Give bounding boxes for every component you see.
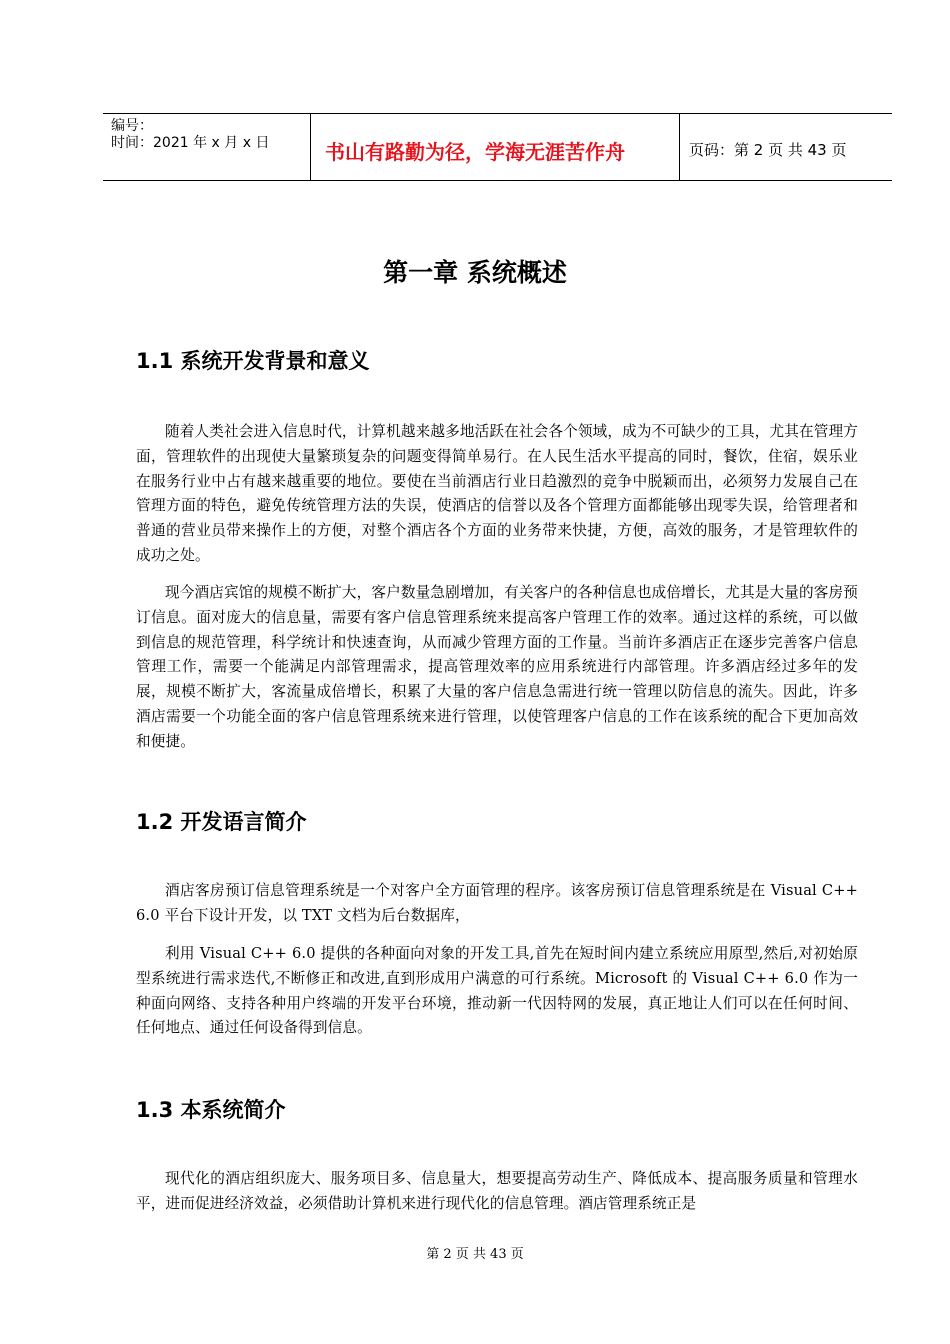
page-footer: 第 2 页 共 43 页 (426, 1247, 524, 1262)
section-heading-1-1: 1.1 系统开发背景和意义 (136, 349, 370, 373)
header-page-info: 页码：第 2 页 共 43 页 (689, 141, 847, 159)
header-motto: 书山有路勤为径，学海无涯苦作舟 (310, 114, 680, 180)
paragraph: 酒店客房预订信息管理系统是一个对客户全方面管理的程序。该客房预订信息管理系统是在 Visual C++ 6.0 平台下设计开发，以 TXT 文档为后台数据库， (136, 882, 858, 924)
header-meta (111, 118, 269, 152)
document-time-label: 时间：2021 年 x 月 x 日 (111, 135, 270, 151)
paragraph: 利用 Visual C++ 6.0 提供的各种面向对象的开发工具,首先在短时间内建立系统应用原型,然后,对初始原型系统进行需求迭代,不断修正和改进,直到形成用户满意的可行系统。Microsoft 的 Visual C++ 6.0 作为一种面向网络、支持各种用户终端的开发平台环境，推动新一代因特网的发展，真正地让人们可以在任何时间、任何地点、通过任何设备得到信息。 (136, 945, 858, 1037)
document-number-label: 编号： (111, 118, 153, 134)
paragraph: 随着人类社会进入信息时代，计算机越来越多地活跃在社会各个领域，成为不可缺少的工具，尤其在管理方面，管理软件的出现使大量繁琐复杂的问题变得简单易行。在人民生活水平提高的同时，餐饮，住宿，娱乐业在服务行业中占有越来越重要的地位。要使在当前酒店行业日趋激烈的竞争中脱颖而出，必须努力发展自己在管理方面的特色，避免传统管理方法的失误，使酒店的信誉以及各个管理方面都能够出现零失误，给管理者和普通的营业员带来操作上的方便，对整个酒店各个方面的业务带来快捷，方便，高效的服务，才是管理软件的成功之处。 (136, 423, 858, 564)
paragraph: 现代化的酒店组织庞大、服务项目多、信息量大，想要提高劳动生产、降低成本、提高服务质量和管理水平，进而促进经济效益，必须借助计算机来进行现代化的信息管理。酒店管理系统正是 (136, 1170, 858, 1212)
section-heading-1-3: 1.3 本系统简介 (136, 1098, 286, 1122)
page-header (103, 113, 892, 181)
section-heading-1-2: 1.2 开发语言简介 (136, 810, 307, 834)
paragraph: 现今酒店宾馆的规模不断扩大，客户数量急剧增加，有关客户的各种信息也成倍增长，尤其是大量的客房预订信息。面对庞大的信息量，需要有客户信息管理系统来提高客户管理工作的效率。通过这样的系统，可以做到信息的规范管理，科学统计和快速查询，从而减少管理方面的工作量。当前许多酒店正在逐步完善客户信息管理工作，需要一个能满足内部管理需求，提高管理效率的应用系统进行内部管理。许多酒店经过多年的发展，规模不断扩大，客流量成倍增长，积累了大量的客户信息急需进行统一管理以防信息的流失。因此，许多酒店需要一个功能全面的客户信息管理系统来进行管理，以使管理客户信息的工作在该系统的配合下更加高效和便捷。 (136, 584, 858, 750)
chapter-title: 第一章 系统概述 (383, 258, 567, 287)
